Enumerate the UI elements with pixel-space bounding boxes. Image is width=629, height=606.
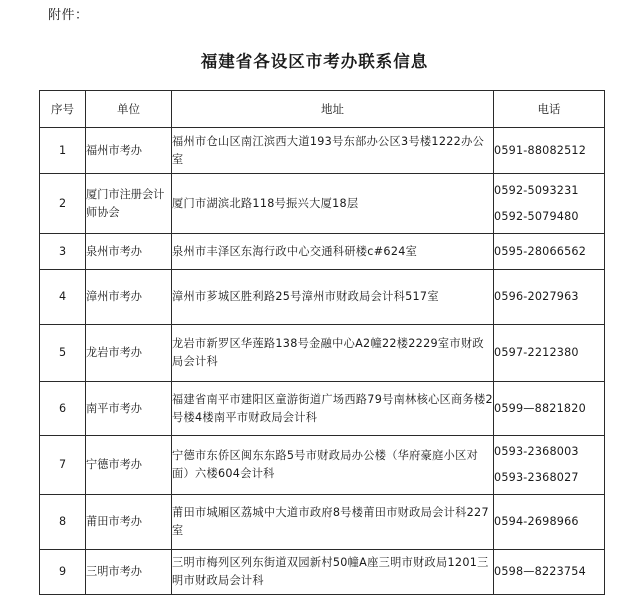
row-address: 福州市仓山区南江滨西大道193号东部办公区3号楼1222办公室 — [172, 128, 494, 174]
row-address: 龙岩市新罗区华莲路138号金融中心A2幢22楼2229室市财政局会计科 — [172, 325, 494, 382]
row-number: 7 — [40, 436, 86, 495]
header-unit: 单位 — [86, 91, 172, 128]
row-unit: 龙岩市考办 — [86, 325, 172, 382]
document-title: 福建省各设区市考办联系信息 — [200, 52, 429, 71]
row-number: 2 — [40, 174, 86, 234]
table-row — [40, 325, 605, 382]
row-number: 6 — [40, 382, 86, 436]
row-number: 1 — [40, 128, 86, 174]
row-phone — [494, 382, 605, 436]
row-phone — [494, 495, 605, 550]
row-number: 8 — [40, 495, 86, 550]
row-address: 福建省南平市建阳区童游街道广场西路79号南林核心区商务楼2号楼4楼南平市财政局会计科 — [172, 382, 494, 436]
row-unit: 厦门市注册会计师协会 — [86, 174, 172, 234]
row-address: 漳州市芗城区胜利路25号漳州市财政局会计科517室 — [172, 270, 494, 325]
table-row — [40, 234, 605, 270]
row-address: 泉州市丰泽区东海行政中心交通科研楼c#624室 — [172, 234, 494, 270]
table-row — [40, 174, 605, 234]
phone-number: 0591-88082512 — [494, 143, 587, 157]
row-phone — [494, 128, 605, 174]
contacts-table — [39, 90, 605, 595]
row-phone — [494, 325, 605, 382]
phone-number: 0597-2212380 — [494, 346, 579, 359]
header-number: 序号 — [40, 91, 86, 128]
row-phone — [494, 270, 605, 325]
row-unit: 福州市考办 — [86, 128, 172, 174]
row-unit: 宁德市考办 — [86, 436, 172, 495]
row-phone — [494, 436, 605, 495]
row-phone — [494, 234, 605, 270]
phone-number: 0592-5079480 — [494, 209, 579, 223]
table-header-row — [40, 91, 605, 128]
phone-number: 0599—8821820 — [494, 401, 586, 415]
table-row — [40, 495, 605, 550]
row-unit: 漳州市考办 — [86, 270, 172, 325]
header-phone: 电话 — [494, 91, 605, 128]
row-address: 宁德市东侨区闽东东路5号市财政局办公楼（华府豪庭小区对面）六楼604会计科 — [172, 436, 494, 495]
row-address: 三明市梅列区列东街道双园新村50幢A座三明市财政局1201三明市财政局会计科 — [172, 550, 494, 595]
attachment-label: 附件： — [48, 8, 89, 23]
phone-number: 0596-2027963 — [494, 290, 579, 303]
row-number: 5 — [40, 325, 86, 382]
row-unit: 泉州市考办 — [86, 234, 172, 270]
row-number: 9 — [40, 550, 86, 595]
table-row — [40, 128, 605, 174]
row-unit: 南平市考办 — [86, 382, 172, 436]
phone-number: 0592-5093231 — [494, 183, 579, 197]
table-row — [40, 550, 605, 595]
row-number: 3 — [40, 234, 86, 270]
row-phone — [494, 550, 605, 595]
header-address: 地址 — [172, 91, 494, 128]
phone-number: 0595-28066562 — [494, 244, 587, 258]
row-unit: 莆田市考办 — [86, 495, 172, 550]
phone-number: 0593-2368003 — [494, 445, 579, 458]
table-row — [40, 382, 605, 436]
row-address: 莆田市城厢区荔城中大道市政府8号楼莆田市财政局会计科227室 — [172, 495, 494, 550]
row-phone — [494, 174, 605, 234]
phone-number: 0598—8223754 — [494, 565, 586, 578]
row-number: 4 — [40, 270, 86, 325]
phone-number: 0594-2698966 — [494, 515, 579, 528]
phone-number: 0593-2368027 — [494, 471, 579, 484]
table-row — [40, 436, 605, 495]
table-row — [40, 270, 605, 325]
row-unit: 三明市考办 — [86, 550, 172, 595]
row-address: 厦门市湖滨北路118号振兴大厦18层 — [172, 174, 494, 234]
